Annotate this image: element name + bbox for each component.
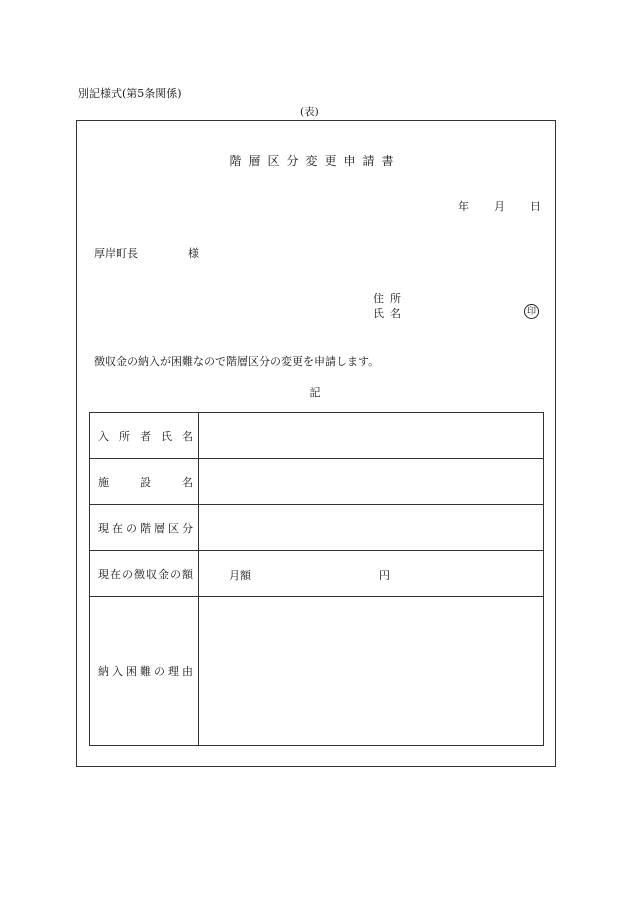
label-char: 者 bbox=[140, 429, 151, 443]
current-tier-field[interactable] bbox=[199, 505, 544, 551]
label-char: 額 bbox=[182, 567, 193, 581]
label-char: 氏 bbox=[161, 429, 172, 443]
date-month-label: 月 bbox=[494, 200, 505, 213]
record-label: 記 bbox=[309, 386, 321, 399]
date-year-label: 年 bbox=[458, 200, 469, 213]
label-char: 困 bbox=[126, 665, 137, 678]
yen-unit: 円 bbox=[379, 568, 390, 582]
applicant-address-label: 住所 bbox=[373, 292, 407, 305]
field-label bbox=[90, 413, 199, 459]
label-char: の bbox=[126, 521, 137, 535]
seal-mark: 印 bbox=[524, 304, 539, 319]
form-reference-label: 別記様式(第5条関係) bbox=[78, 87, 182, 100]
label-char: 入 bbox=[98, 429, 109, 443]
table-row bbox=[90, 505, 544, 551]
label-char: 入 bbox=[112, 665, 123, 678]
label-char: 名 bbox=[182, 429, 193, 443]
label-char: の bbox=[122, 567, 133, 581]
monthly-label: 月額 bbox=[229, 568, 251, 582]
addressee-honorific: 様 bbox=[188, 247, 199, 260]
field-label bbox=[90, 597, 199, 746]
label-char: 分 bbox=[182, 521, 193, 535]
applicant-name-label: 氏名 bbox=[373, 307, 407, 320]
field-label bbox=[90, 551, 199, 597]
current-fee-field[interactable] bbox=[199, 551, 544, 597]
label-char: 由 bbox=[182, 665, 193, 678]
application-statement: 徴収金の納入が困難なので階層区分の変更を申請します。 bbox=[94, 355, 380, 368]
resident-name-field[interactable] bbox=[199, 413, 544, 459]
table-row bbox=[90, 413, 544, 459]
facility-name-field[interactable] bbox=[199, 459, 544, 505]
label-char: 階 bbox=[140, 521, 151, 535]
label-char: 所 bbox=[119, 429, 130, 443]
field-label bbox=[90, 505, 199, 551]
label-char: 層 bbox=[154, 521, 165, 535]
label-char: 区 bbox=[168, 521, 179, 535]
hardship-reason-field[interactable] bbox=[199, 597, 544, 746]
label-char: 徴 bbox=[134, 567, 145, 581]
label-char: の bbox=[154, 665, 165, 678]
label-char: 理 bbox=[168, 665, 179, 678]
table-row bbox=[90, 597, 544, 746]
date-day-label: 日 bbox=[530, 200, 541, 213]
label-char: 金 bbox=[158, 567, 169, 581]
label-char: 現 bbox=[98, 521, 109, 535]
label-char: 在 bbox=[112, 521, 123, 535]
details-table bbox=[89, 412, 544, 746]
table-row bbox=[90, 459, 544, 505]
label-char: 納 bbox=[98, 665, 109, 678]
label-char: 施 bbox=[98, 475, 109, 489]
label-char: 難 bbox=[140, 665, 151, 678]
label-char: の bbox=[170, 567, 181, 581]
side-indicator: (表) bbox=[300, 106, 319, 118]
label-char: 現 bbox=[98, 567, 109, 581]
label-char: 収 bbox=[146, 567, 157, 581]
label-char: 名 bbox=[182, 475, 193, 489]
addressee-name: 厚岸町長 bbox=[94, 247, 138, 260]
label-char: 設 bbox=[140, 475, 151, 489]
table-row bbox=[90, 551, 544, 597]
form-title: 階層区分変更申請書 bbox=[229, 154, 401, 168]
field-label bbox=[90, 459, 199, 505]
label-char: 在 bbox=[110, 567, 121, 581]
